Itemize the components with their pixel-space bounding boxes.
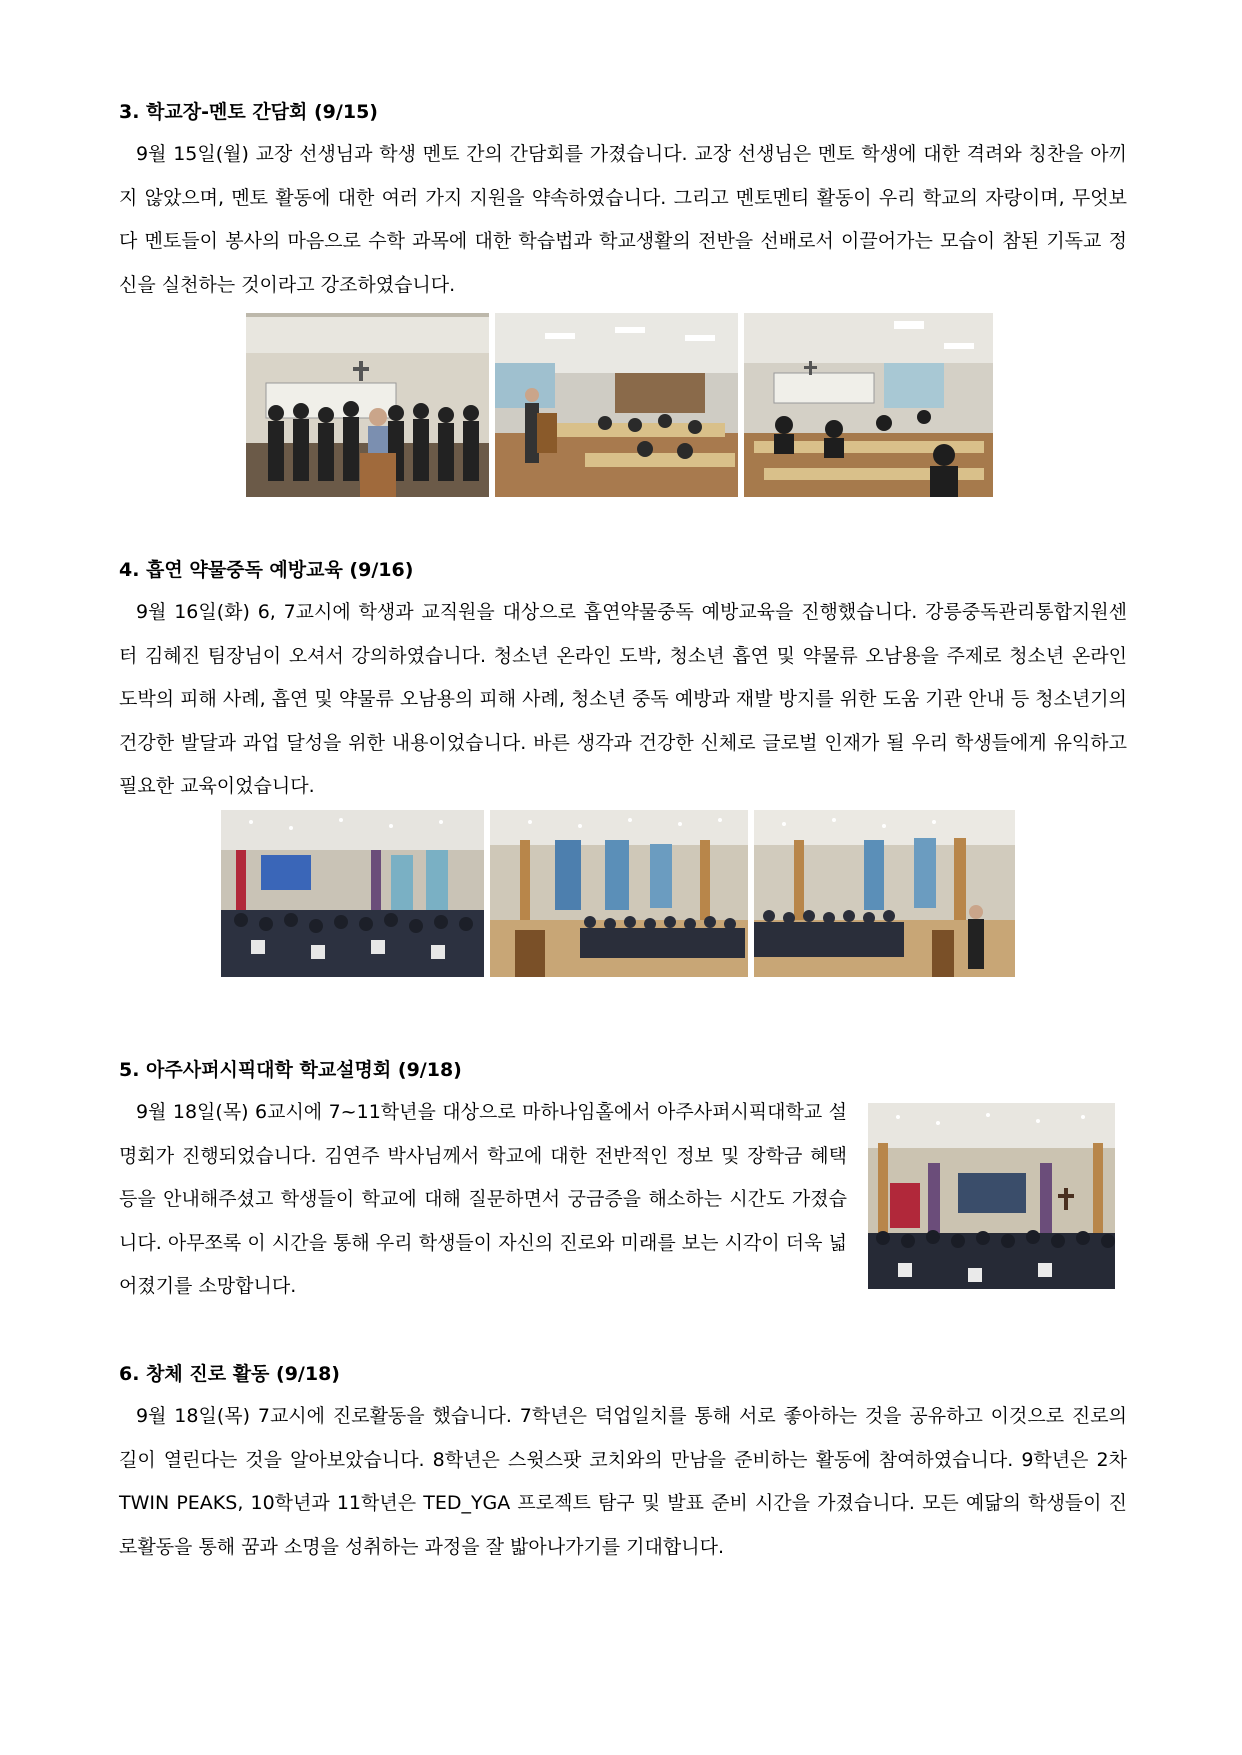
photo-auditorium-screen: [221, 810, 484, 977]
section-mentor-meeting: [119, 100, 1127, 307]
photo-group-portrait: [246, 313, 489, 497]
section-body: 9월 16일(화) 6, 7교시에 학생과 교직원을 대상으로 흡연약물중독 예방교육을 진행했습니다. 강릉중독관리통합지원센터 김혜진 팀장님이 오셔서 강의하였습니다. 청소년 온라인 도박, 청소년 흡연 및 약물류 오남용을 주제로 청소년 온라인 도박의 피해 사례, 흡연 및 약물류 오남용의 피해 사례, 청소년 중독 예방과 재발 방지를 위한 도움 기관 안내 등 청소년기의 건강한 발달과 과업 달성을 위한 내용이었습니다. 바른 생각과 건강한 신체로 글로벌 인재가 될 우리 학생들에게 유익하고 필요한 교육이었습니다.: [119, 601, 1127, 797]
section-heading: 5. 아주사퍼시픽대학 학교설명회 (9/18): [119, 1059, 462, 1081]
section-drug-prevention: [119, 558, 1127, 809]
photo-auditorium-stage: [490, 810, 748, 977]
photo-row-mentor: [246, 313, 993, 497]
section-body: 9월 18일(목) 6교시에 7~11학년을 대상으로 마하나임홀에서 아주사퍼시픽대학교 설명회가 진행되었습니다. 김연주 박사님께서 학교에 대한 전반적인 정보 및 장학금 혜택 등을 안내해주셨고 학생들이 학교에 대해 질문하면서 궁금증을 해소하는 시간도 가졌습니다. 아무쪼록 이 시간을 통해 우리 학생들이 자신의 진로와 미래를 보는 시각이 더욱 넓어졌기를 소망합니다.: [119, 1101, 847, 1297]
section-heading: 4. 흡연 약물중독 예방교육 (9/16): [119, 559, 414, 581]
section-heading: 6. 창체 진로 활동 (9/18): [119, 1363, 340, 1385]
section-heading: 3. 학교장-멘토 간담회 (9/15): [119, 101, 378, 123]
photo-row-drug-prevention: [221, 810, 1015, 977]
photo-auditorium-speaker: [754, 810, 1015, 977]
photo-classroom-front: [495, 313, 738, 497]
section-body: 9월 15일(월) 교장 선생님과 학생 멘토 간의 간담회를 가졌습니다. 교장 선생님은 멘토 학생에 대한 격려와 칭찬을 아끼지 않았으며, 멘토 활동에 대한 여러 가지 지원을 약속하였습니다. 그리고 멘토멘티 활동이 우리 학교의 자랑이며, 무엇보다 멘토들이 봉사의 마음으로 수학 과목에 대한 학습법과 학교생활의 전반을 선배로서 이끌어가는 모습이 참된 기독교 정신을 실천하는 것이라고 강조하였습니다.: [119, 143, 1127, 296]
photo-info-session-hall: [868, 1103, 1115, 1289]
section-career-activity: [119, 1362, 1127, 1569]
photo-classroom-back: [744, 313, 993, 497]
section-body: 9월 18일(목) 7교시에 진로활동을 했습니다. 7학년은 덕업일치를 통해 서로 좋아하는 것을 공유하고 이것으로 진로의 길이 열린다는 것을 알아보았습니다. 8학년은 스윗스팟 코치와의 만남을 준비하는 활동에 참여하였습니다. 9학년은 2차 TWIN PEAKS, 10학년과 11학년은 TED_YGA 프로젝트 탐구 및 발표 준비 시간을 가졌습니다. 모든 예닮의 학생들이 진로활동을 통해 꿈과 소명을 성취하는 과정을 잘 밟아나가기를 기대합니다.: [119, 1405, 1127, 1558]
